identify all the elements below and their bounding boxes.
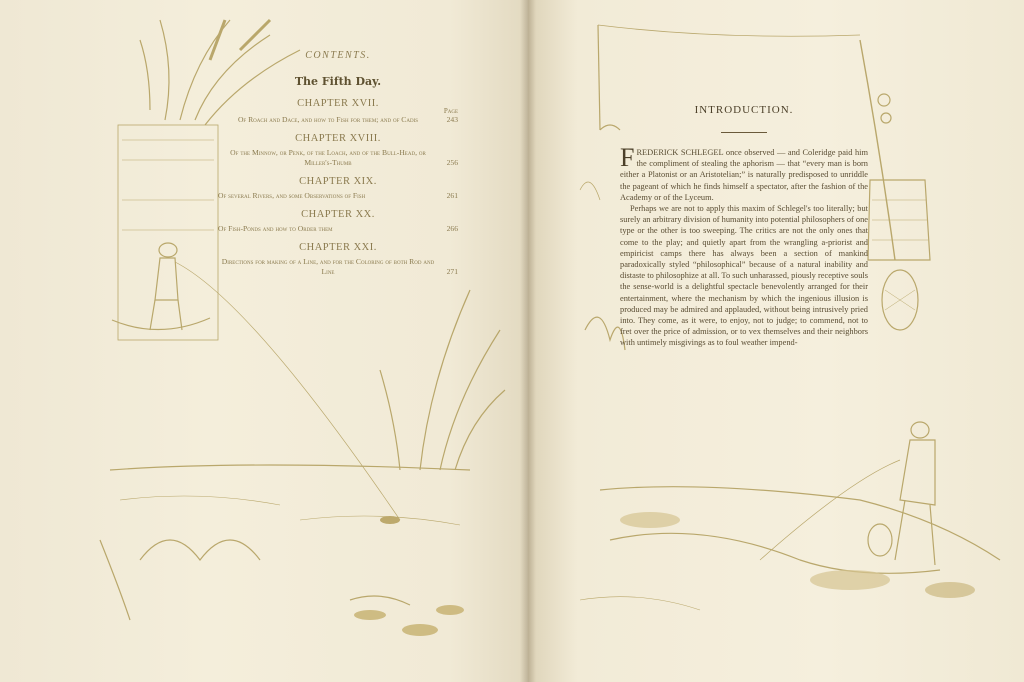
- toc-entry: [218, 257, 458, 277]
- toc-entry-title: Of Fish-Ponds and how to Order them: [218, 224, 333, 233]
- contents-title: CONTENTS.: [305, 50, 371, 61]
- toc-entry-page: 243: [446, 115, 458, 124]
- chapter-heading: CHAPTER XIX.: [299, 176, 377, 187]
- introduction-title: INTRODUCTION.: [694, 104, 794, 116]
- toc-entry-title: Of Roach and Dace, and how to Fish for them; and of Cadis: [237, 115, 419, 124]
- day-title: The Fifth Day.: [294, 75, 382, 88]
- toc-entry: [218, 224, 458, 234]
- reed-stalk: [160, 20, 169, 120]
- chapter-heading: CHAPTER XXI.: [299, 242, 377, 253]
- chapter-heading: CHAPTER XX.: [301, 209, 375, 220]
- toc-entry-title: Of several Rivers, and some Observations of Fish: [218, 191, 366, 200]
- toc-entry: [218, 148, 458, 168]
- page-column-label: Page: [443, 107, 458, 115]
- chapter-heading: CHAPTER XVIII.: [295, 133, 381, 144]
- drop-cap: F: [620, 143, 635, 172]
- chapter-heading: CHAPTER XVII.: [297, 98, 379, 109]
- toc-entry-page: 261: [446, 191, 458, 200]
- toc-entry: [218, 191, 458, 201]
- introduction-body: [620, 143, 868, 349]
- paragraph: Perhaps we are not to apply this maxim of Schlegel's too literally; but surely an arbitrary division of humanity into potential philosophers of one type or the other is too sweeping. The critics are not the only ones that come to the play; and quietly apart from the wrangling a-priorist and empiricist camps there has always been a section of mankind paradoxically styled “philosophical” because of a natural inability and distaste to philosophize at all. To such unharassed, piously receptive souls the sense-world is a delightful spectacle benevolently arranged for their entertainment, where the mechanism by which the ingenious illusion is produced may be admired and applauded, without being intrusively pried into. They come, as it were, to enjoy, not to judge; to commend, not to fret over the price of admission, or to vex themselves and their neighbors with untimely misgivings as to foul weather impend-: [620, 204, 868, 348]
- toc-entry-page: 266: [446, 224, 458, 233]
- toc-entry-page: 271: [446, 267, 458, 276]
- paragraph-text: REDERICK SCHLEGEL once observed — and Coleridge paid him the compliment of stealing the aphorism — that “every man is born either a Platonist or an Aristotelian;” is naturally predisposed to unriddle the pageant of which he finds himself a spectator, after the fashion of the Academy or of the Lyceum.: [620, 148, 868, 202]
- toc-entry-title: Of the Minnow, or Penk, of the Loach, and of the Bull-Head, or Miller's-Thumb: [230, 148, 426, 167]
- toc-entry-page: 256: [446, 158, 458, 167]
- toc-entry-title: Directions for making of a Line, and for the Coloring of both Rod and Line: [221, 257, 435, 276]
- title-rule: [721, 132, 767, 133]
- toc-entry: [218, 115, 458, 125]
- paragraph: [620, 143, 868, 203]
- introduction-section: [620, 104, 868, 349]
- contents-section: [218, 50, 458, 277]
